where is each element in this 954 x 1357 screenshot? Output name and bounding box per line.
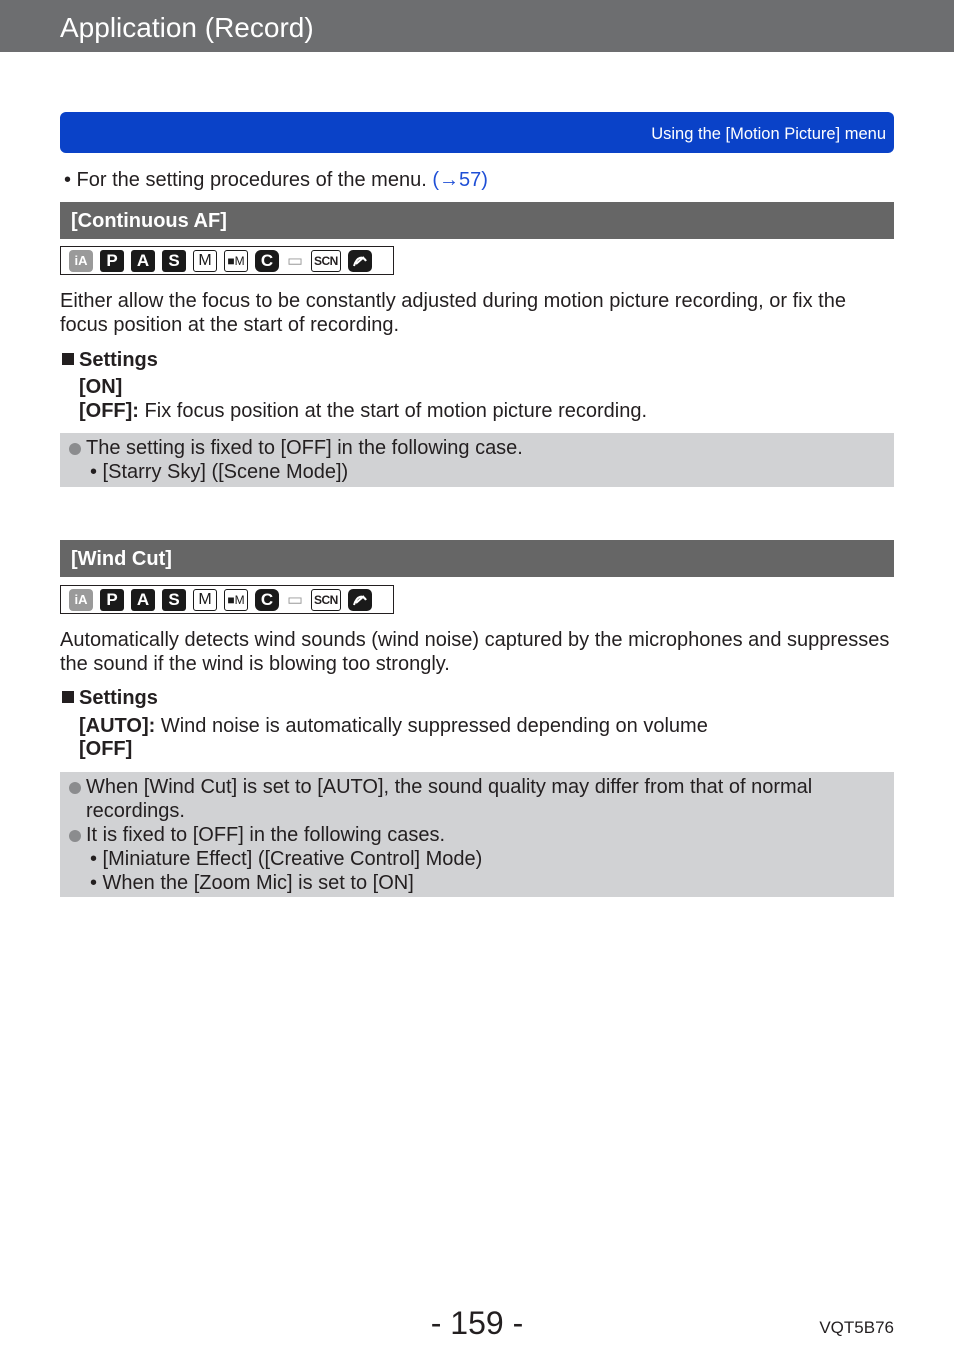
section-header-continuous-af: [60, 202, 894, 239]
square-bullet-icon: [62, 691, 74, 703]
note-subitem: • [Miniature Effect] ([Creative Control] Mode): [90, 848, 483, 870]
document-code: VQT5B76: [819, 1318, 894, 1337]
scn-mode-icon: SCN: [311, 250, 341, 272]
section-description: Either allow the focus to be constantly adjusted during motion picture recording, or fix the focus position at the start of recording.: [60, 290, 846, 336]
m-mode-icon: M: [193, 250, 217, 272]
section-title: [Continuous AF]: [71, 210, 227, 232]
s-mode-icon: S: [162, 589, 186, 611]
c-mode-icon: C: [255, 250, 279, 272]
s-mode-icon: S: [162, 250, 186, 272]
menu-bar: [60, 112, 894, 153]
setting-auto: [AUTO]: Wind noise is automatically suppressed depending on volume: [79, 715, 708, 737]
note-subitem: • [Starry Sky] ([Scene Mode]): [90, 461, 349, 483]
creative-video-mode-icon: ■ M: [224, 250, 248, 272]
note-item: It is fixed to [OFF] in the following cases.: [60, 823, 894, 847]
setting-on: [ON]: [79, 376, 123, 398]
creative-video-mode-icon: ■ M: [224, 589, 248, 611]
a-mode-icon: A: [131, 589, 155, 611]
note-box: [60, 433, 894, 487]
setting-off: [OFF]: [79, 738, 133, 760]
page-header-title: Application (Record): [60, 12, 314, 43]
panorama-mode-icon: ▭: [286, 251, 304, 270]
c-mode-icon: C: [255, 589, 279, 611]
setting-off: [OFF]: Fix focus position at the start of motion picture recording.: [79, 400, 648, 422]
menu-bar-label: Using the [Motion Picture] menu: [651, 125, 886, 143]
mode-icons-row: [60, 246, 394, 275]
ia-mode-icon: iA: [69, 250, 93, 272]
m-mode-icon: M: [193, 589, 217, 611]
ia-mode-icon: iA: [69, 589, 93, 611]
bullet-dot-icon: [69, 830, 81, 842]
settings-heading: Settings: [62, 348, 158, 372]
section-description: Automatically detects wind sounds (wind noise) captured by the microphones and suppresses the sound if the wind is blowing too strongly.: [60, 629, 890, 675]
p-mode-icon: P: [100, 250, 124, 272]
square-bullet-icon: [62, 353, 74, 365]
note-item: The setting is fixed to [OFF] in the following case.: [60, 436, 894, 460]
page-number: - 159 -: [430, 1305, 524, 1341]
scn-mode-icon: SCN: [311, 589, 341, 611]
page-reference-link[interactable]: (→57): [432, 169, 488, 191]
section-title: [Wind Cut]: [71, 548, 172, 570]
panorama-mode-icon: ▭: [286, 590, 304, 609]
note-box: [60, 772, 894, 897]
section-header-wind-cut: [60, 540, 894, 577]
intro-line: [64, 168, 488, 192]
mode-icons-row: [60, 585, 394, 614]
note-subitem: • When the [Zoom Mic] is set to [ON]: [90, 872, 414, 894]
creative-control-mode-icon: [348, 589, 372, 611]
intro-text: • For the setting procedures of the menu.: [64, 169, 427, 191]
note-item: When [Wind Cut] is set to [AUTO], the sound quality may differ from that of normal recordings.: [60, 775, 894, 823]
header-bar: [0, 0, 954, 52]
creative-control-mode-icon: [348, 250, 372, 272]
settings-heading: Settings: [62, 686, 158, 710]
a-mode-icon: A: [131, 250, 155, 272]
bullet-dot-icon: [69, 443, 81, 455]
bullet-dot-icon: [69, 782, 81, 794]
p-mode-icon: P: [100, 589, 124, 611]
